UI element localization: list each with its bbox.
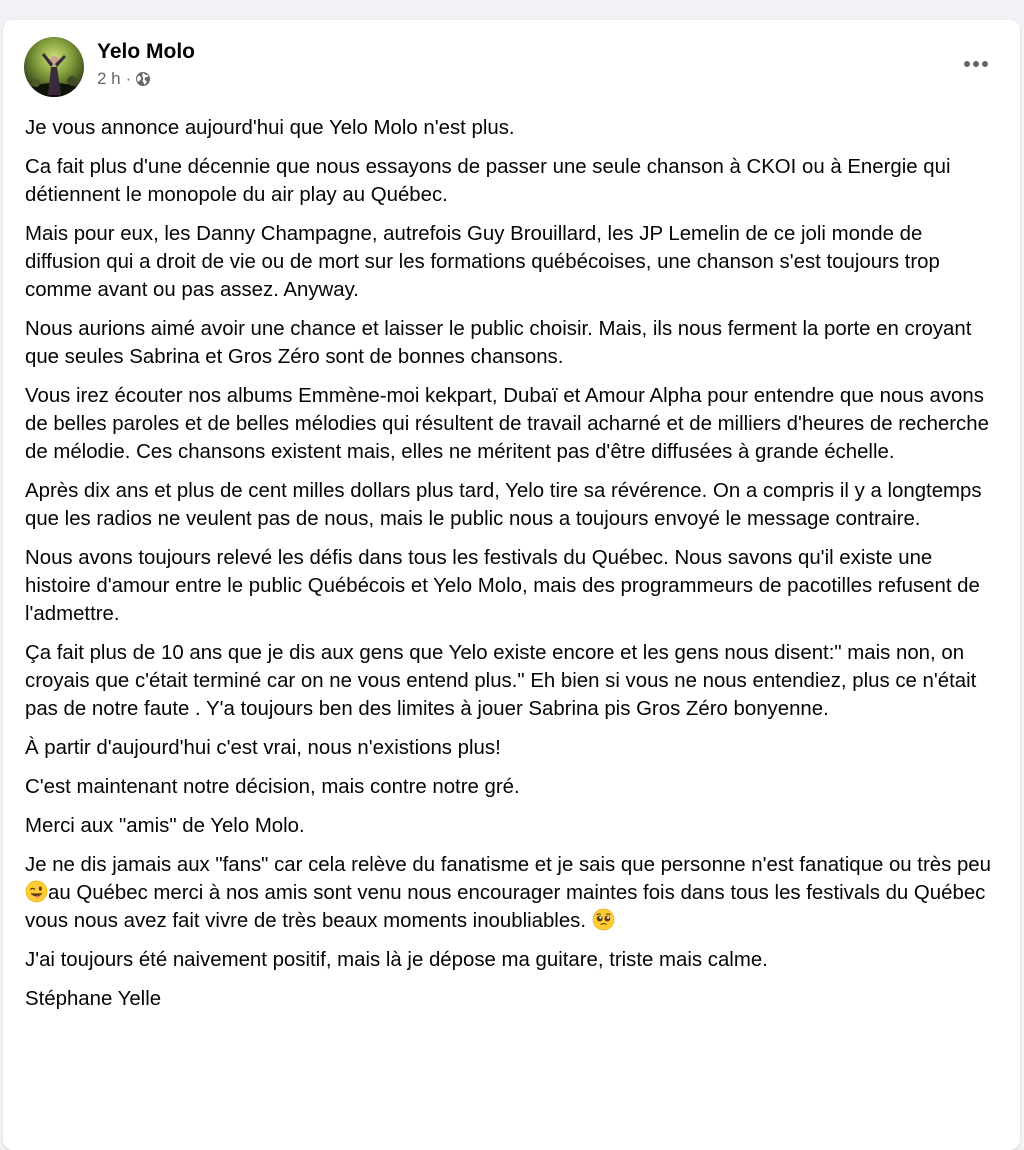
post-paragraph: J'ai toujours été naivement positif, mais là je dépose ma guitare, triste mais calme. xyxy=(25,949,768,971)
winking-face-with-tongue-emoji xyxy=(25,880,48,903)
post-paragraph: Mais pour eux, les Danny Champagne, autrefois Guy Brouillard, les JP Lemelin de ce joli monde de diffusion qui a droit de vie ou de mort sur les formations québécoises, une chanson s'est toujours trop comme avant ou pas assez. Anyway. xyxy=(25,223,940,301)
post-meta xyxy=(97,39,195,89)
post-paragraph: Je vous annonce aujourd'hui que Yelo Molo n'est plus. xyxy=(25,117,515,139)
globe-icon[interactable] xyxy=(135,71,151,87)
post-card xyxy=(3,20,1020,1150)
post-header xyxy=(24,37,195,97)
post-subline xyxy=(97,69,195,89)
post-timestamp[interactable]: 2 h xyxy=(97,69,121,88)
page-name-link[interactable]: Yelo Molo xyxy=(97,40,196,63)
post-paragraph: Ça fait plus de 10 ans que je dis aux gens que Yelo existe encore et les gens nous disent:" mais non, on croyais que c'était terminé car on ne vous entend plus." Eh bien si vous ne nous entendiez, plus ce n'était pas de notre faute . Y'a toujours ben des limites à jouer Sabrina pis Gros Zéro bonyenne. xyxy=(25,642,977,720)
more-horizontal-icon xyxy=(963,60,989,68)
post-paragraph: C'est maintenant notre décision, mais contre notre gré. xyxy=(25,776,520,798)
post-paragraph: À partir d'aujourd'hui c'est vrai, nous n'existions plus! xyxy=(25,737,501,759)
avatar-image xyxy=(24,37,84,97)
pleading-face-emoji xyxy=(592,908,615,931)
separator-dot: · xyxy=(125,69,132,88)
avatar[interactable] xyxy=(24,37,84,97)
more-options-button[interactable] xyxy=(956,54,996,74)
post-paragraph: Nous avons toujours relevé les défis dans tous les festivals du Québec. Nous savons qu'il existe une histoire d'amour entre le public Québécois et Yelo Molo, mais des programmeurs de pacotilles refusent de l'admettre. xyxy=(25,547,980,625)
post-paragraph: Merci aux "amis" de Yelo Molo. xyxy=(25,815,305,837)
post-paragraph-with-emoji xyxy=(25,851,1000,935)
post-paragraph: Nous aurions aimé avoir une chance et laisser le public choisir. Mais, ils nous ferment la porte en croyant que seules Sabrina et Gros Zéro sont de bonnes chansons. xyxy=(25,318,972,368)
paragraph-text: Je ne dis jamais aux "fans" car cela relève du fanatisme et je sais que personne n'est fanatique ou très peu xyxy=(25,854,991,876)
post-body xyxy=(25,114,1000,1024)
paragraph-text: au Québec merci à nos amis sont venu nous encourager maintes fois dans tous les festivals du Québec vous nous avez fait vivre de très beaux moments inoubliables. xyxy=(25,882,986,932)
post-paragraph: Après dix ans et plus de cent milles dollars plus tard, Yelo tire sa révérence. On a compris il y a longtemps que les radios ne veulent pas de nous, mais le public nous a toujours envoyé le message contraire. xyxy=(25,480,982,530)
post-paragraph: Ca fait plus d'une décennie que nous essayons de passer une seule chanson à CKOI ou à Energie qui détiennent le monopole du air play au Québec. xyxy=(25,156,951,206)
post-paragraph: Vous irez écouter nos albums Emmène-moi kekpart, Dubaï et Amour Alpha pour entendre que nous avons de belles paroles et de belles mélodies qui résultent de travail acharné et de milliers d'heures de recherche de mélodie. Ces chansons existent mais, elles ne méritent pas d'être diffusées à grande échelle. xyxy=(25,385,989,463)
post-signature: Stéphane Yelle xyxy=(25,988,162,1010)
